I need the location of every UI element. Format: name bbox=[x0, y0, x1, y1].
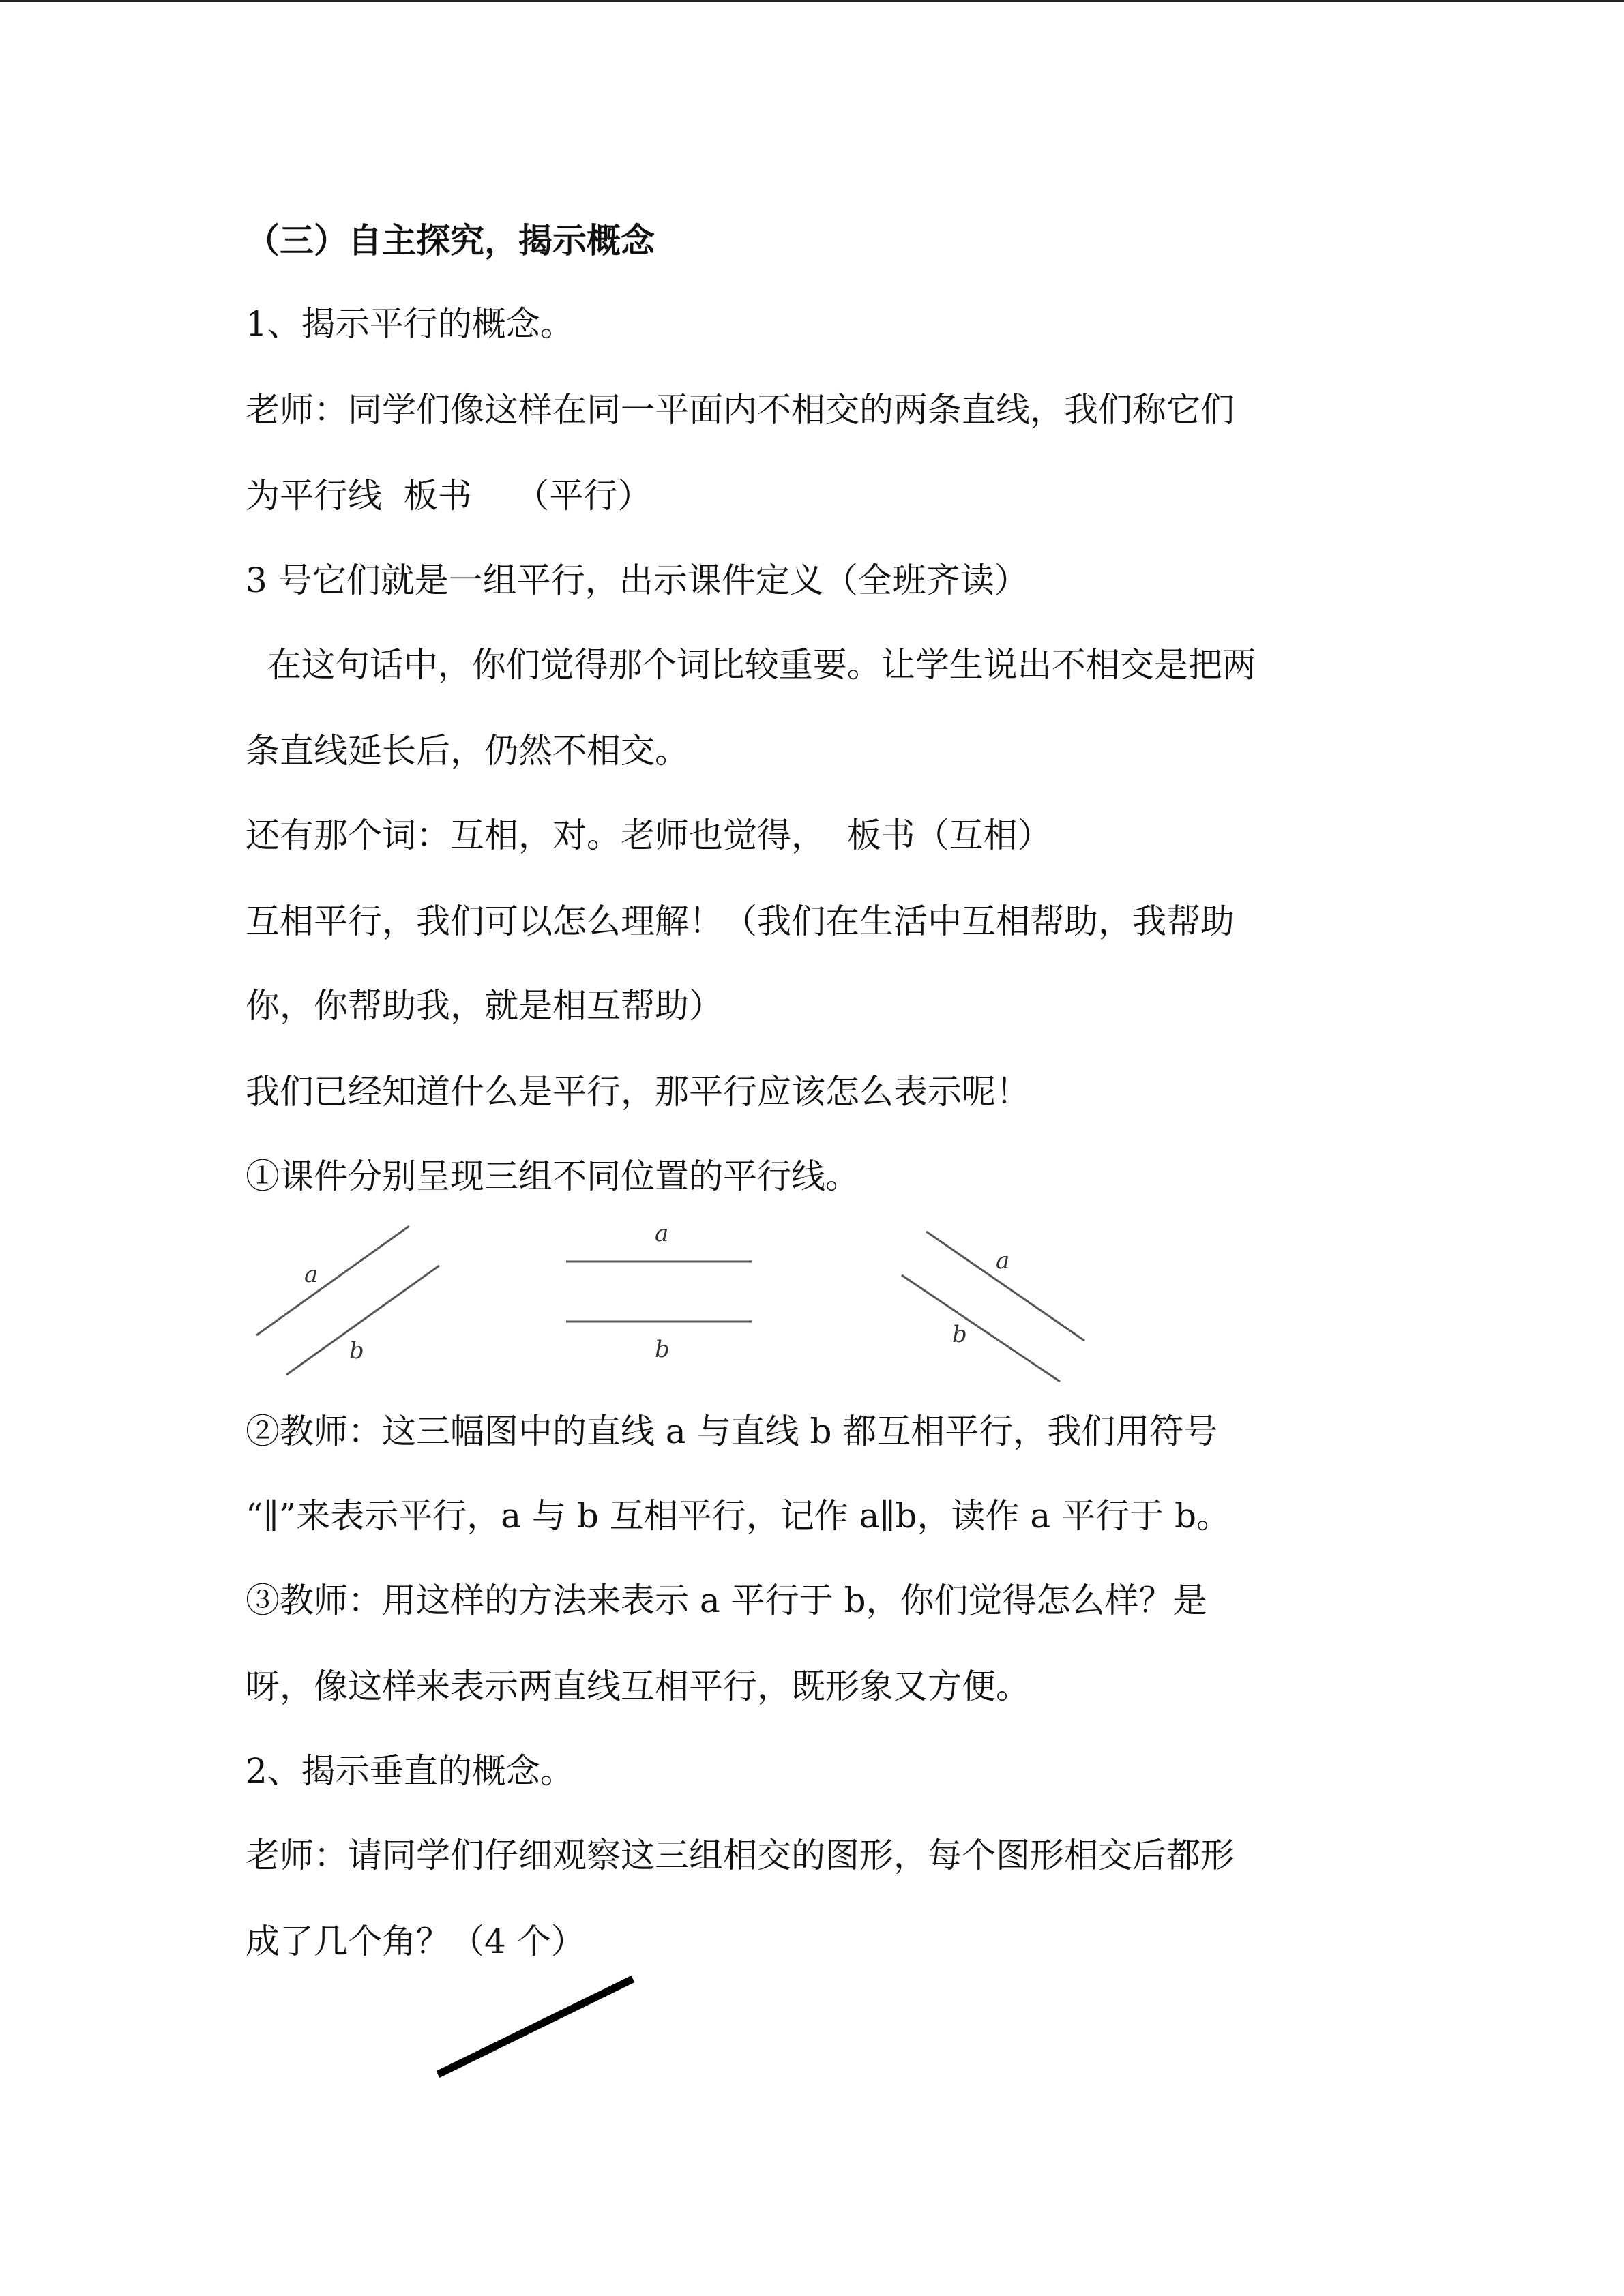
paragraph-13: “∥”来表示平行，a 与 b 互相平行，记作 a∥b，读作 a 平行于 b。 bbox=[246, 1496, 1231, 1536]
paragraph-10: 我们已经知道什么是平行，那平行应该怎么表示呢！ bbox=[246, 1072, 1030, 1112]
paragraph-18: 成了几个角？（4 个） bbox=[246, 1922, 585, 1961]
paragraph-6: 条直线延长后，仍然不相交。 bbox=[246, 731, 689, 771]
paragraph-17: 老师：请同学们仔细观察这三组相交的图形，每个图形相交后都形 bbox=[246, 1836, 1235, 1875]
paragraph-1: 1、揭示平行的概念。 bbox=[246, 304, 574, 344]
label-a: a bbox=[304, 1261, 319, 1288]
parallel-figure-diagonal-down bbox=[894, 1214, 1098, 1384]
paragraph-14: ③教师：用这样的方法来表示 a 平行于 b，你们觉得怎么样？是 bbox=[246, 1581, 1207, 1620]
line-a bbox=[256, 1226, 409, 1335]
paragraph-3: 为平行线 板书 （平行） bbox=[246, 476, 652, 516]
paragraph-4: 3 号它们就是一组平行，出示课件定义（全班齐读） bbox=[246, 561, 1029, 600]
label-b: b bbox=[655, 1336, 670, 1363]
paragraph-5: 在这句话中，你们觉得那个词比较重要。让学生说出不相交是把两 bbox=[246, 645, 1256, 685]
section-heading: （三）自主探究，揭示概念 bbox=[246, 220, 655, 260]
paragraph-12: ②教师：这三幅图中的直线 a 与直线 b 都互相平行，我们用符号 bbox=[246, 1412, 1218, 1451]
page-top-border bbox=[0, 0, 1624, 2]
paragraph-2: 老师：同学们像这样在同一平面内不相交的两条直线，我们称它们 bbox=[246, 390, 1235, 430]
line-b bbox=[902, 1275, 1060, 1382]
paragraph-7: 还有那个词：互相，对。老师也觉得， 板书（互相） bbox=[246, 816, 1052, 855]
paragraph-8: 互相平行，我们可以怎么理解！（我们在生活中互相帮助，我帮助 bbox=[246, 901, 1235, 941]
intersecting-figure-line bbox=[430, 1964, 648, 2087]
parallel-figure-horizontal bbox=[559, 1214, 764, 1384]
label-a: a bbox=[655, 1220, 669, 1247]
paragraph-9: 你，你帮助我，就是相互帮助） bbox=[246, 986, 723, 1026]
label-b: b bbox=[952, 1321, 967, 1348]
thick-line bbox=[438, 1979, 633, 2074]
paragraph-11: ①课件分别呈现三组不同位置的平行线。 bbox=[246, 1157, 859, 1196]
paragraph-15: 呀，像这样来表示两直线互相平行，既形象又方便。 bbox=[246, 1667, 1030, 1706]
label-b: b bbox=[349, 1337, 364, 1365]
parallel-figure-diagonal-up bbox=[246, 1214, 464, 1384]
label-a: a bbox=[996, 1247, 1010, 1274]
paragraph-16: 2、揭示垂直的概念。 bbox=[246, 1751, 574, 1791]
